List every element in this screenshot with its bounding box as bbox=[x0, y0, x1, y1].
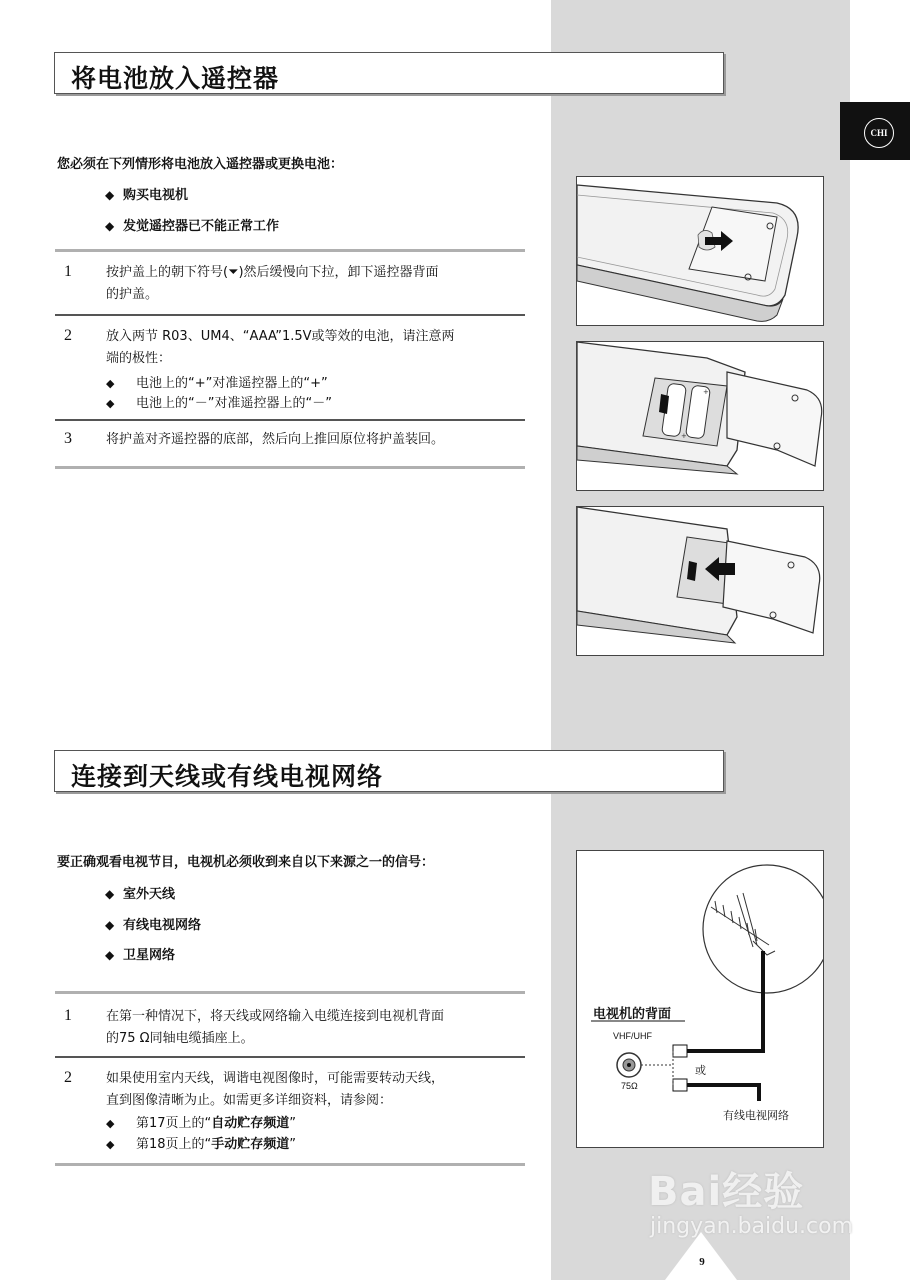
figure-antenna-connection bbox=[576, 850, 824, 1148]
divider bbox=[55, 249, 525, 252]
antenna-intro: 要正确观看电视节目，电视机必须收到来自以下来源之一的信号： bbox=[57, 855, 435, 870]
section-title-battery bbox=[54, 52, 724, 94]
step-line: 的护盖。 bbox=[106, 287, 159, 302]
sub-text: 电池上的“+”对准遥控器上的“+” bbox=[136, 376, 328, 391]
ref-link-manual-store: 手动贮存频道 bbox=[211, 1137, 290, 1152]
step-number: 3 bbox=[64, 430, 72, 447]
section-title-text: 将电池放入遥控器 bbox=[71, 64, 280, 93]
step-number: 1 bbox=[64, 1007, 72, 1024]
step-line: 将护盖对齐遥控器的底部，然后向上推回原位将护盖装回。 bbox=[106, 432, 445, 447]
bullet-text: 购买电视机 bbox=[123, 188, 189, 203]
bullet-text: 室外天线 bbox=[123, 887, 176, 902]
antenna-step-1 bbox=[106, 1006, 526, 1050]
ref-prefix: 第18页上的“ bbox=[136, 1137, 212, 1152]
cable-tv-line bbox=[687, 1085, 759, 1101]
divider bbox=[55, 466, 525, 469]
baidu-watermark-url: jingyan.baidu.com bbox=[650, 1214, 854, 1239]
antenna-connection-diagram bbox=[577, 851, 824, 1148]
antenna-bullet-2 bbox=[105, 914, 201, 933]
antenna-bullet-1 bbox=[105, 883, 175, 902]
diamond-bullet-icon: ◆ bbox=[105, 219, 115, 233]
plug-icon bbox=[673, 1079, 687, 1091]
section-title-text: 连接到天线或有线电视网络 bbox=[71, 762, 384, 791]
antenna-bullet-3 bbox=[105, 944, 175, 963]
diamond-bullet-icon: ◆ bbox=[105, 887, 115, 901]
see-page-17 bbox=[106, 1112, 296, 1131]
step-line: 直到图像清晰为止。如需更多详细资料，请参阅： bbox=[106, 1093, 393, 1108]
ref-prefix: 第17页上的“ bbox=[136, 1116, 212, 1131]
diamond-bullet-icon: ◆ bbox=[106, 397, 115, 410]
battery-insert-illustration bbox=[577, 342, 824, 491]
divider bbox=[55, 1056, 525, 1058]
step-line: 如果使用室内天线，调谐电视图像时，可能需要转动天线， bbox=[106, 1071, 445, 1086]
bullet-text: 发觉遥控器已不能正常工作 bbox=[123, 219, 280, 234]
svg-text:+: + bbox=[681, 432, 687, 440]
see-page-18 bbox=[106, 1133, 296, 1152]
divider bbox=[55, 1163, 525, 1166]
battery-bullet-2 bbox=[105, 215, 279, 234]
tv-back-label: 电视机的背面 bbox=[593, 1007, 672, 1022]
diamond-bullet-icon: ◆ bbox=[106, 1117, 115, 1130]
section-title-antenna bbox=[54, 750, 724, 792]
remote-back-illustration bbox=[577, 177, 824, 326]
diamond-bullet-icon: ◆ bbox=[105, 188, 115, 202]
bullet-text: 有线电视网络 bbox=[123, 918, 202, 933]
battery-step-3 bbox=[106, 429, 526, 451]
figure-remote-close bbox=[576, 506, 824, 656]
battery-bullet-1 bbox=[105, 184, 188, 203]
antenna-step-2 bbox=[106, 1068, 526, 1112]
ref-suffix: ” bbox=[289, 1116, 297, 1131]
ref-suffix: ” bbox=[289, 1137, 297, 1152]
step-line: 端的极性： bbox=[106, 351, 172, 366]
divider bbox=[55, 314, 525, 316]
svg-text:+: + bbox=[703, 388, 709, 396]
step-line: 在第一种情况下，将天线或网络输入电缆连接到电视机背面 bbox=[106, 1009, 445, 1024]
polarity-note-minus bbox=[106, 392, 332, 411]
cable-network-label: 有线电视网络 bbox=[723, 1109, 789, 1122]
diamond-bullet-icon: ◆ bbox=[105, 948, 115, 962]
ref-link-auto-store: 自动贮存频道 bbox=[211, 1116, 290, 1131]
divider bbox=[55, 419, 525, 421]
step-line: 的75 Ω同轴电缆插座上。 bbox=[106, 1031, 254, 1046]
or-label: 或 bbox=[695, 1064, 706, 1077]
ohm-label: 75Ω bbox=[621, 1081, 638, 1091]
diamond-bullet-icon: ◆ bbox=[106, 1138, 115, 1151]
diamond-bullet-icon: ◆ bbox=[105, 918, 115, 932]
baidu-watermark-logo: Bai经验 bbox=[648, 1169, 805, 1215]
sub-text: 电池上的“－”对准遥控器上的“－” bbox=[136, 396, 332, 411]
language-badge: CHI bbox=[864, 118, 894, 148]
plug-icon bbox=[673, 1045, 687, 1057]
step-line: 放入两节 R03、UM4、“AAA”1.5V或等效的电池，请注意两 bbox=[106, 329, 455, 344]
vhf-uhf-label: VHF/UHF bbox=[613, 1031, 652, 1041]
divider bbox=[55, 991, 525, 994]
battery-intro: 您必须在下列情形将电池放入遥控器或更换电池： bbox=[57, 157, 344, 172]
battery-step-1 bbox=[106, 262, 526, 306]
step-number: 1 bbox=[64, 263, 72, 280]
diamond-bullet-icon: ◆ bbox=[106, 377, 115, 390]
step-line: 按护盖上的朝下符号(⏷)然后缓慢向下拉，卸下遥控器背面 bbox=[106, 265, 439, 280]
figure-remote-cover bbox=[576, 176, 824, 326]
page-number: 9 bbox=[699, 1256, 705, 1268]
figure-remote-batteries bbox=[576, 341, 824, 491]
cover-reattach-illustration bbox=[577, 507, 824, 656]
bullet-text: 卫星网络 bbox=[123, 948, 176, 963]
step-number: 2 bbox=[64, 1069, 72, 1086]
polarity-note-plus bbox=[106, 372, 328, 391]
language-tab bbox=[840, 102, 910, 160]
battery-step-2 bbox=[106, 326, 526, 370]
step-number: 2 bbox=[64, 327, 72, 344]
